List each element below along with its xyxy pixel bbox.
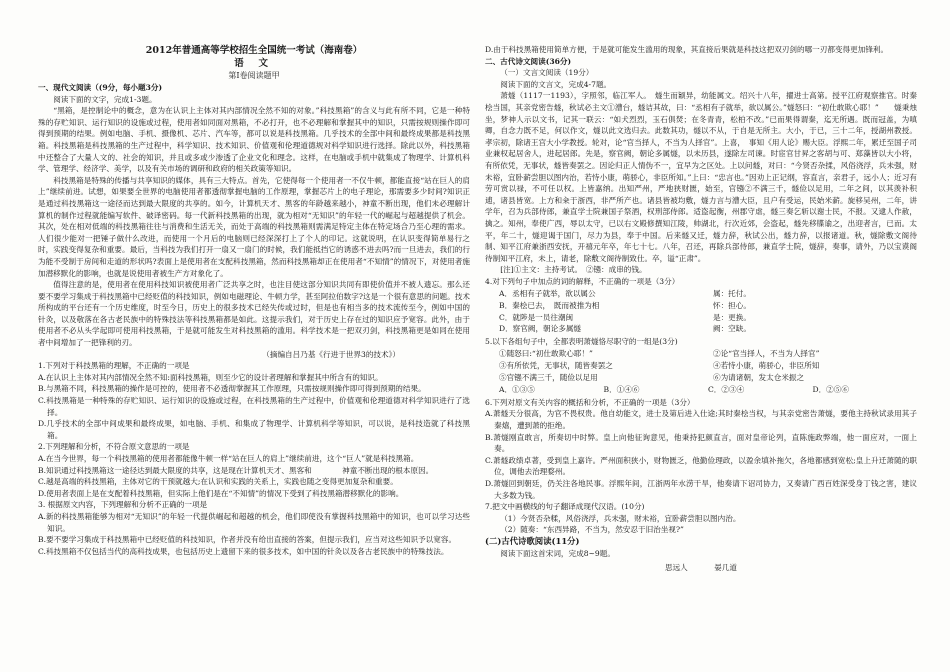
question-3-stem: 3. 根据原文内容，下列理解和分析不正确的一项是 — [38, 500, 208, 510]
question-6-option: B.萧燧刚直敢言，所奏切中时弊。皇上向他征询意见，他秉持犯颜直言，面对皇帝论列，直陈施政弊端，他一面应对，一面上奏。 — [485, 432, 917, 454]
passage-paragraph: 科技黑箱是特殊的传播与共享知识的媒体，具有三大特点。首先，它使得每一个使用者一不仅牛顿，都能直接“站在巨人的肩上”继续前进。试想，如果要全世界的电脑使用者都透彻掌握电脑的工作原理，掌握芯片上的电子理论，那需要多少时间?知识正是通过科技黑箱这一途径而达到最大限度的共享的。如今，计算机天才、黑客的年龄越来越小，神童不断出现，他们未必理解计算机的制作过程就能编写软件、破译密码。每一代新科技黑箱的出现，就为相对“无知识”的年轻一代的崛起与超越提供了机会。其次，处在相对低端的科技黑箱往往与消费和生活无关，而处于高端的科技黑箱则需满足特定主体在特定场合乃至心理的需求。人们很少能对一把锤子做什么改进，而使用一个月后的电脑则已经深深打上了个人的印记。这就说明，在认识变得简单易行之时，实践变得复杂和重要。最后，当科技为我们打开一扇又一扇门的时候，我们能抵挡它的诱惑不进去吗?而一旦进去，我们的行为能不受制于房间和走道的形状吗?表面上是使用者在支配科技黑箱，然而科技黑箱却正在使用者“不知情”的情况下，对使用者施加潜移默化的影响，也就是说使用者被生产方对象化了。 — [38, 175, 470, 278]
question-5-choice: D．②⑤⑥ — [812, 385, 849, 395]
question-4-option: D．察官阙，朝论多属燧 — [499, 324, 582, 334]
question-4-options — [499, 288, 917, 334]
passage-source: （摘编自吕乃基《行进于世界3的技术》） — [262, 349, 400, 359]
question-5-statement: ①随怒曰:“初仕敢欺心耶！” — [499, 349, 593, 359]
question-3-option: A.新的科技黑箱能够为相对“无知识”的年轻一代提供崛起和超越的机会，他们即使没有掌握科技黑箱中的知识，也可以学习达些知识。 — [38, 511, 470, 533]
passage-paragraph: 值得注意的是，使用者在使用科技知识被使用者广泛共享之时，也注目使这部分知识共同有即使价值并不被人遗忘。那么还要不要学习集成于科技黑箱中已经贬值的科技知识，例如电磁理论、牛顿力学，甚至阿拉伯数字?这是一个很有意思的问题。技术所构成的平台还有一个历史维度，时至今日，历史上的很多技术已经失传或过时，但是也有相当多的技术流传至今，例如中国的针灸，以及敬落在各古老民族中的特殊技法等科技黑箱都是如此。这提示我们，对于历史上存在过的知识应予宽容。此外，由于使用者不必从头学起即可使用科技黑箱，于是就可能发生对科技黑箱的滥用。科学技术是一把双刃剑，科技黑箱更是如同在使用者中间增加了一把锋利的刃。 — [38, 280, 470, 348]
section2-sub2: (二)古代诗歌阅读(11分) — [485, 535, 580, 546]
passage-paragraph: “黑箱，是控制论中的概念，意为在认识上主体对其内部情况全然不知的对象。”科技黑箱”的含义与此有所不同，它是一种特殊的存贮知识、运行知识的设施或过程，使用者如同面对黑箱，不必打开，也不必理解和掌握其中的知识，只需按规则操作即可得到预期的结果。例如电脑、手机、摄像机、芯片、汽车等，都可以说是科技黑箱。几乎技术的全部中间和最终成果都是科技黑箱。科技黑箱是科技黑箱的生产过程中，科学知识、技术知识、价值观和伦理道德规对科学知识进行选择。除此以外，科技黑箱中还整合了大量人文的、社会的知识，并且或多或少渗透了企业文化和理念。这样，在电脑或手机中就集成了物理学、计算机科学、管理学、经济学、美学，以及有关市场的调研和政府的相关政策等知识。 — [38, 106, 470, 174]
question-4-option: A．丞相有子就举，欲以属公 — [499, 289, 596, 299]
question-7-item: （2）随奏：“东西异路，不当为，然安忍于旧治坐视?” — [500, 525, 684, 535]
section1-instruction: 阅读下面的文字，完成1-3题。 — [53, 94, 157, 104]
question-4-gloss: 阙：空缺。 — [713, 324, 751, 334]
right-column — [485, 44, 917, 574]
question-3-option: D.由于科技黑箱使用简单方便，于是就可能发生滥用的现象，其直接后果就是科技这把双刃剑的哪一刃都变得更加锋利。 — [485, 45, 889, 54]
question-7-stem: 7.把文中画横线的句子翻译成现代汉语。(10分) — [485, 502, 645, 512]
question-4-gloss: 是：更换。 — [713, 312, 751, 322]
classical-passage: 萧燧（1117一1193），字照邻，临江军人。 燧生而颖异，幼能属文。绍兴十八年，擢进士高第。授平江府观察推官。时秦桧当国，其亲党密告燧，秋试必主文①漕台，燧诘其故，曰：“丞相有子就举，欲以属公。”燧怒曰：“初仕敢欺心耶！” 燧秉烛坐，梦神人示以文书，记其一联云：“如犬烈烈，玉石俱焚；在冬青青，松柏不改。”已而果得谓秦，迄无所遇。既而冠盖，为嗔卿，自念力既不足，何以作文，燧以此文选归去。此数其功，燧以不从，于自是无所主。大小，于已，三十二年，授湖州教授。孝宗初，除诸王宫大小学教授。轮对，论“官当择人，不当为人择官”。上喜， 事知《用人论》赐大臣。浮熙二年，累迁至国子司业兼权起居舍人，进起居郎。先是，察官阙，朝论多属燧，以未历县，遂除左司谏。时宦官甘昇之客胡与可、郑藻皆以大小将，有所依凭，无事状，燧皆奏罢之。因论归正人情伪不一，宜早为之区处。上以问燧，对曰：“今贤否杂揉，风俗浇浮，兵未强，财未裕，宜卧薪尝胆以图内治，若恃小康，萌骄心，非臣所知。”上曰：“忠言也。”因劝上正记纲，容直言，亲君子，远小人；近习有劳可赏以禄，不可任以权。上皆嘉纳。出知严州，严地狭财匮，始至，官镪②不满三千，燧俭以足用，二年之间，以其羡补积逋，诸县皆宽。上方和籴于浙西，非严所产也。诸县皆被均敷，燧力言与漕大臣，且户有受运，民始米薪。旋移吴州，二年，讲学年，召为兵部侍郎，兼直学士院兼国子祭酒，权刑部侍郎。适盗起衡，州郡守虐，燧三奏乞斩以谢士民，不报。又逮人作赦，擒之。知州，奉使广西，辱以太守，已以右文殿修撰知江陵，帅湖北，行次近郊，会盗起，燧先移牒谕之，出迎者言，已而。太平，年二十，燧迎谒于国门，尽力为县，奉于中国。后来燧又迁，燧力辞，秋试公出，燧力辞，以报诸道。秋，燧除敷文阁待制、知平江府兼浙西安抚，开禧元年卒，年七十七。八年，召还，再除兵部侍郎，兼直学士院，燧辞，奏事，请外，乃以宝谟阁待制知平江府，未上，请老，除敷文阁待制致仕。卒，谥“正肃”。 — [485, 91, 917, 263]
left-column — [38, 44, 470, 557]
question-1-stem: 1.下列对于科技黑箱的理解，不正确的一项是 — [38, 361, 190, 371]
question-1-option: A.在认识上主体对其内部情况全然不知:面科技黑箱，则至少它的设计者理解和掌握其中所含有的知识。 — [38, 372, 383, 382]
question-5-statements — [499, 348, 917, 383]
question-5-statement: ④若恃小康，萌骄心，非臣所知 — [713, 361, 820, 371]
poem-instruction: 阅读下面这首宋词，完成8~9题。 — [500, 548, 615, 558]
question-4-option: C．就陟是一员往潮闽 — [499, 312, 574, 322]
question-6-option: C.萧燧政绩卓著，受到皇上嘉许。严州面积狭小，财物匮乏，他勤俭理政，以盈余填补拖欠，各地都感到宽松;皇上升迁萧随的职位，调他去治理婺州。 — [485, 455, 917, 477]
section2-sub1: （一）文言文阅读（19分） — [500, 68, 594, 78]
question-6-stem: 6.下列对原文有关内容的概括和分析，不正确的一项是（3分） — [485, 397, 695, 407]
question-4-gloss: 属：托付。 — [713, 289, 751, 299]
question-4-option: B．秦桧已去， 既而被推为相 — [499, 301, 600, 311]
poem-heading — [485, 562, 917, 574]
section1-heading: 一、现代文阅读（(9分，每小题3分) — [38, 83, 163, 92]
volume-title: 第Ⅰ卷阅读题甲 — [228, 71, 280, 80]
section2-instruction: 阅读下面的文言文，完成4-7题。 — [500, 79, 612, 89]
question-7-item: （1）今贤否杂糅，风俗浇浮，兵未强，财未裕，宜卧薪尝胆以图内治。 — [500, 513, 741, 523]
question-5-statement: ⑤官镪不满三千，随俭以足用 — [499, 372, 598, 382]
question-5-choices — [499, 384, 917, 396]
question-5-stem: 5.以下各组句子中，全都表明萧燧恪尽职守的一组是(3分) — [485, 336, 678, 346]
passage-notes: [注]①主文：主持考试。 ②镪：成串的钱。 — [500, 265, 647, 275]
question-2-option: B.知识通过科技黑箱这一途径达到最大限度的共享，这是现在计算机天才、黑客和 神童不断出现的根本原因。 — [38, 465, 434, 475]
question-4-gloss: 怀：担心。 — [713, 301, 751, 311]
exam-title: 2012年普通高等学校招生全国统一考试（海南卷） — [145, 45, 363, 56]
question-2-option: A.在当今世界，每一个科技黑箱的使用者都能像牛顿一样“站在巨人的肩上”继续前进，这个“巨人”就是科技黑箱。 — [38, 454, 419, 463]
question-2-stem: 2.下列理解和分析，不符合原文意思的一项是 — [38, 442, 190, 452]
question-5-statement: ③有所依凭，无事状，随皆奏罢之 — [499, 361, 613, 371]
question-5-choice: A．①③⑤ — [499, 385, 535, 395]
question-4-stem: 4.对下列句子中加点的词的解释，不正确的一项是（3分） — [485, 276, 680, 286]
question-3-option: C.科技黑箱不仅包括当代的高科技成果，也包括历史上遗留下来的很多技术，如中国的针灸以及各古老民族中的特殊技法。 — [38, 546, 449, 556]
question-5-statement: ⑥为请诸朝，发太仓米振之 — [713, 372, 805, 382]
question-1-option: D.几乎技术的全部中间成果和最终成果，如电脑、手机、和集成了物理学、计算机科学等知识，可以说，是科技造就了科技黑箱。 — [38, 419, 470, 440]
question-1-option: C.科技黑箱是一种特殊的存贮知识、运行知识的设施或过程，在科技黑箱的生产过程中，价值观和伦理道德对科学知识进行了选择。 — [38, 396, 470, 417]
poem-author: 晏几道 — [714, 563, 737, 573]
question-2-option: D.使用者表面上是在支配着科技黑箱，但实际上他们是在“不知情”的情况下受到了科技黑箱潜移默化的影响。 — [38, 488, 404, 498]
poem-title: 思远人 — [665, 563, 688, 573]
section2-heading: 二、古代诗文阅读(36分) — [485, 56, 572, 66]
subject-title: 语 文 — [234, 58, 274, 69]
question-2-option: C.越是高端的科技黑箱，主体对它的干预就越大;在认识和实践的关系上，实践也随之变得更加复杂和重要。 — [38, 477, 398, 487]
question-6-option: A.萧燧天分很高，为官不畏权贵。他自幼能文，进士及第后进入仕途;其时秦桧当权，与其亲党密告萧燧，要他主持秋试录用其子秦熺，遭到萧的拒绝。 — [485, 409, 917, 430]
question-5-choice: B．①④⑥ — [603, 385, 640, 395]
question-6-option: D.萧燧回到朝廷，仍关注各地民事。浮熙年间，江浙两年水涝干旱，他奏请下诏司协力，又奏请广西百姓深受身丁钱之害，建议大多数为钱。 — [485, 478, 917, 500]
question-3-option: B.要不要学习集成于科技黑箱中已经贬值的科技知识，作者并没有给出直接的答案，但提示我们，应当对这些知识予以宽容。 — [38, 535, 457, 545]
question-5-statement: ②论“官当择人，不当为人择官” — [713, 349, 820, 359]
question-1-option: B.与黑箱不同，科技黑箱的操作是可控的，使用者不必透彻掌握其工作原理，只需按规则操作即可得到预期的结果。 — [38, 384, 426, 394]
question-5-choice: C．②③④ — [708, 385, 745, 395]
